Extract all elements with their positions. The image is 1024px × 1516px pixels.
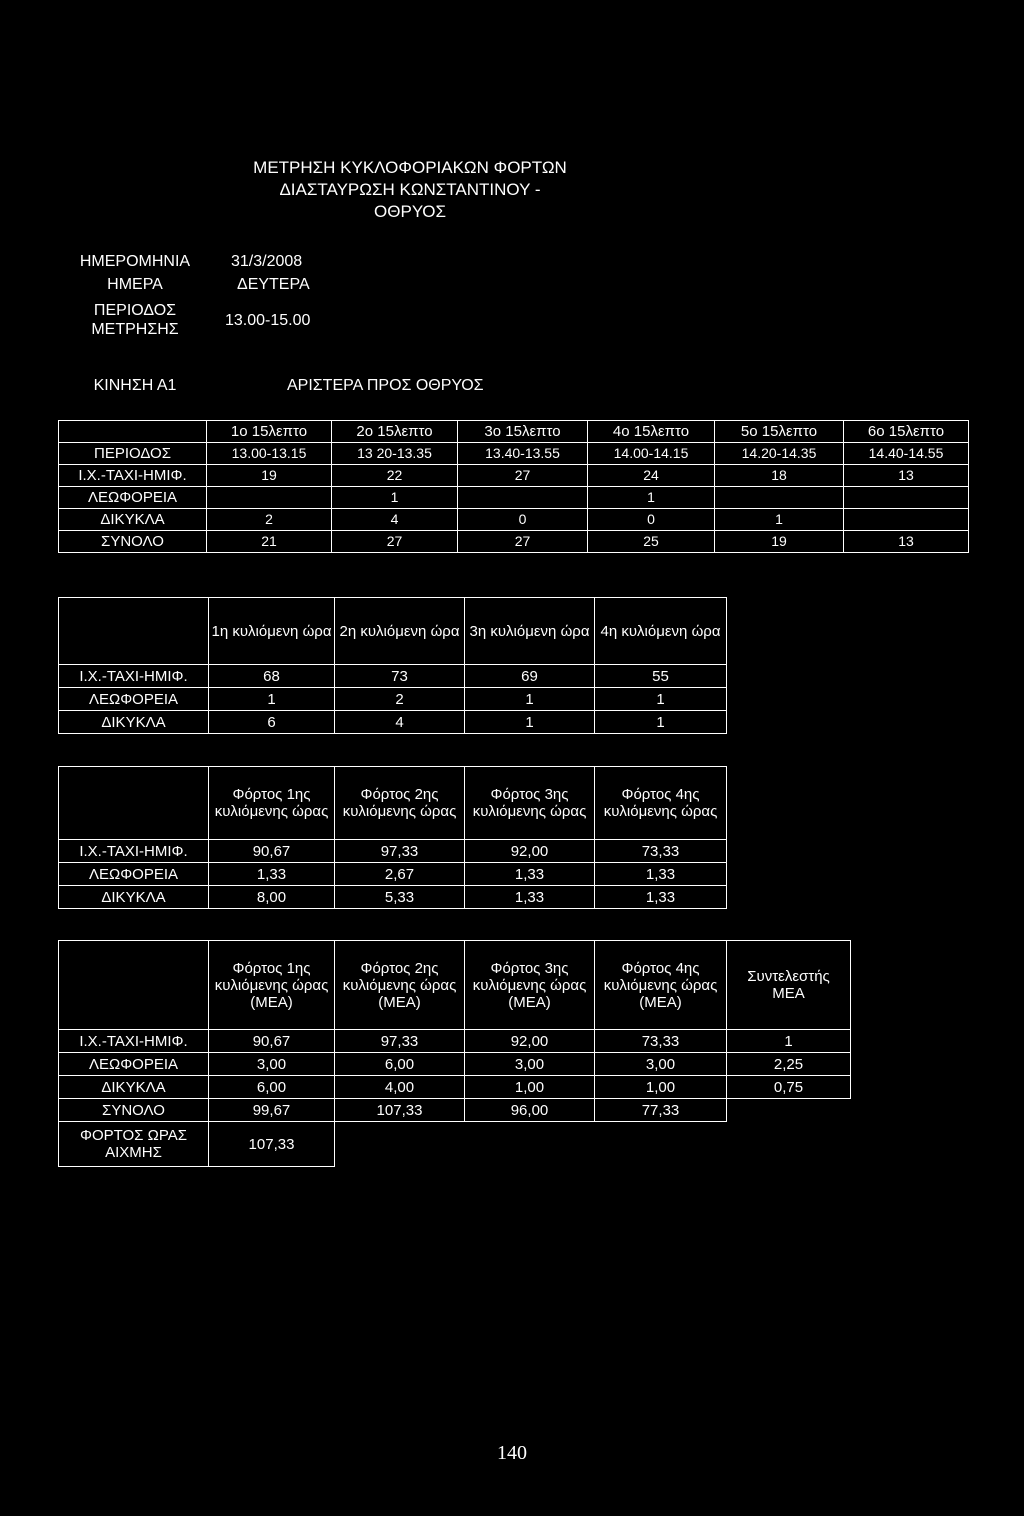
table-cell: 68 [209, 665, 335, 688]
movement-value: ΑΡΙΣΤΕΡΑ ΠΡΟΣ ΟΘΡΥΟΣ [287, 377, 484, 394]
table-header-cell: 4ο 15λεπτο [588, 421, 715, 443]
table-cell: 4 [332, 509, 458, 531]
table-cell: 97,33 [335, 1030, 465, 1053]
table-cell: 2,25 [727, 1053, 851, 1076]
table-cell: 1 [465, 711, 595, 734]
pcu-load-table [58, 940, 851, 1167]
table-cell: 1 [715, 509, 844, 531]
row-label: ΛΕΩΦΟΡΕΙΑ [59, 1053, 209, 1076]
table-row [59, 443, 969, 465]
rolling-hour-table [58, 597, 727, 734]
table-cell: 55 [595, 665, 727, 688]
table-cell: 27 [458, 465, 588, 487]
table-cell [458, 487, 588, 509]
day-label: ΗΜΕΡΑ [107, 276, 163, 293]
row-label: Ι.Χ.-ΤΑΧΙ-ΗΜΙΦ. [59, 1030, 209, 1053]
table-row [59, 863, 727, 886]
table-row [59, 1076, 851, 1099]
row-label: ΔΙΚΥΚΛΑ [59, 1076, 209, 1099]
row-label: ΛΕΩΦΟΡΕΙΑ [59, 487, 207, 509]
table-row [59, 688, 727, 711]
table-cell: 2 [335, 688, 465, 711]
table-header-cell: Συντελεστής ΜΕΑ [727, 941, 851, 1030]
table-row [59, 1030, 851, 1053]
table-cell: 3,00 [209, 1053, 335, 1076]
table-cell [59, 598, 209, 665]
table-header-cell: Φόρτος 4ης κυλιόμενης ώρας [595, 767, 727, 840]
table-cell: 73 [335, 665, 465, 688]
row-label: ΔΙΚΥΚΛΑ [59, 509, 207, 531]
peak-label: ΦΟΡΤΟΣ ΩΡΑΣ ΑΙΧΜΗΣ [59, 1122, 209, 1167]
table-cell: 92,00 [465, 1030, 595, 1053]
date-value: 31/3/2008 [231, 253, 303, 270]
table-cell: 107,33 [335, 1099, 465, 1122]
table-cell: 6,00 [209, 1076, 335, 1099]
table-cell [595, 1122, 727, 1167]
row-label: Ι.Χ.-ΤΑΧΙ-ΗΜΙΦ. [59, 465, 207, 487]
quarter-hour-table [58, 420, 969, 553]
table-row [59, 1099, 851, 1122]
day-value: ΔΕΥΤΕΡΑ [237, 276, 310, 293]
table-cell [335, 1122, 465, 1167]
period-label-1: ΠΕΡΙΟΔΟΣ [93, 302, 177, 319]
title-line-1: ΜΕΤΡΗΣΗ ΚΥΚΛΟΦΟΡΙΑΚΩΝ ΦΟΡΤΩΝ [253, 158, 567, 177]
table-row [59, 886, 727, 909]
table-row [59, 840, 727, 863]
title-line-2: ΔΙΑΣΤΑΥΡΩΣΗ ΚΩΝΣΤΑΝΤΙΝΟΥ - [279, 180, 541, 199]
row-label: Ι.Χ.-ΤΑΧΙ-ΗΜΙΦ. [59, 840, 209, 863]
rolling-hour-load-table [58, 766, 727, 909]
table-cell [207, 487, 332, 509]
table-cell: 13 20-13.35 [332, 443, 458, 465]
row-label: ΣΥΝΟΛΟ [59, 1099, 209, 1122]
table-cell: 3,00 [595, 1053, 727, 1076]
table-row [59, 465, 969, 487]
table-header-row [59, 598, 727, 665]
table-cell: 1,33 [595, 886, 727, 909]
table-cell: 2,67 [335, 863, 465, 886]
period-label-2: ΜΕΤΡΗΣΗΣ [91, 321, 179, 338]
table-cell: 1 [595, 711, 727, 734]
table-cell: 92,00 [465, 840, 595, 863]
table-header-row [59, 421, 969, 443]
table-cell [59, 767, 209, 840]
peak-value: 107,33 [209, 1122, 335, 1167]
table-cell: 19 [715, 531, 844, 553]
row-label: Ι.Χ.-ΤΑΧΙ-ΗΜΙΦ. [59, 665, 209, 688]
table-cell: 22 [332, 465, 458, 487]
table-cell: 1 [209, 688, 335, 711]
table-cell [844, 509, 969, 531]
table-cell: 14.00-14.15 [588, 443, 715, 465]
table-cell: 3,00 [465, 1053, 595, 1076]
movement-label: ΚΙΝΗΣΗ Α1 [93, 377, 177, 394]
table-cell: 27 [332, 531, 458, 553]
table-row [59, 487, 969, 509]
table-cell: 5,33 [335, 886, 465, 909]
table-cell [59, 421, 207, 443]
table-cell: 69 [465, 665, 595, 688]
table-header-cell: 2ο 15λεπτο [332, 421, 458, 443]
table-cell: 18 [715, 465, 844, 487]
table-cell: 1,33 [209, 863, 335, 886]
table-header-cell: Φόρτος 2ης κυλιόμενης ώρας [335, 767, 465, 840]
table-cell [727, 1122, 851, 1167]
table-cell: 1 [465, 688, 595, 711]
table-cell: 8,00 [209, 886, 335, 909]
row-label: ΛΕΩΦΟΡΕΙΑ [59, 863, 209, 886]
table-cell: 25 [588, 531, 715, 553]
table-cell: 1,33 [595, 863, 727, 886]
table-cell: 90,67 [209, 1030, 335, 1053]
table-header-cell: 1η κυλιόμενη ώρα [209, 598, 335, 665]
table-cell: 0 [458, 509, 588, 531]
table-cell: 73,33 [595, 840, 727, 863]
table-cell: 99,67 [209, 1099, 335, 1122]
table-cell: 6 [209, 711, 335, 734]
table-header-cell: 1ο 15λεπτο [207, 421, 332, 443]
table-header-cell: Φόρτος 3ης κυλιόμενης ώρας (ΜΕΑ) [465, 941, 595, 1030]
table-header-cell: Φόρτος 4ης κυλιόμενης ώρας (ΜΕΑ) [595, 941, 727, 1030]
table-cell: 0 [588, 509, 715, 531]
table-cell: 13.40-13.55 [458, 443, 588, 465]
table-header-cell: Φόρτος 2ης κυλιόμενης ώρας (ΜΕΑ) [335, 941, 465, 1030]
table-cell: 13 [844, 465, 969, 487]
row-label: ΔΙΚΥΚΛΑ [59, 886, 209, 909]
table-cell: 4 [335, 711, 465, 734]
table-header-cell: Φόρτος 3ης κυλιόμενης ώρας [465, 767, 595, 840]
table-cell: 6,00 [335, 1053, 465, 1076]
period-value: 13.00-15.00 [225, 312, 311, 329]
table-cell: 1 [727, 1030, 851, 1053]
table-cell [727, 1099, 851, 1122]
table-cell [715, 487, 844, 509]
table-cell: 0,75 [727, 1076, 851, 1099]
table-header-cell: 3ο 15λεπτο [458, 421, 588, 443]
table-cell: 4,00 [335, 1076, 465, 1099]
table-row [59, 665, 727, 688]
table-cell: 96,00 [465, 1099, 595, 1122]
row-label: ΠΕΡΙΟΔΟΣ [59, 443, 207, 465]
table-cell: 1,33 [465, 863, 595, 886]
table-row [59, 1053, 851, 1076]
date-label: ΗΜΕΡΟΜΗΝΙΑ [79, 253, 191, 270]
table-cell: 13 [844, 531, 969, 553]
table-cell: 1,00 [595, 1076, 727, 1099]
table-cell: 14.20-14.35 [715, 443, 844, 465]
table-row [59, 711, 727, 734]
table-cell: 1 [588, 487, 715, 509]
row-label: ΣΥΝΟΛΟ [59, 531, 207, 553]
table-cell [844, 487, 969, 509]
table-cell: 97,33 [335, 840, 465, 863]
table-cell: 14.40-14.55 [844, 443, 969, 465]
table-cell: 2 [207, 509, 332, 531]
table-header-cell: 5ο 15λεπτο [715, 421, 844, 443]
table-cell: 24 [588, 465, 715, 487]
table-cell: 27 [458, 531, 588, 553]
table-header-cell: 2η κυλιόμενη ώρα [335, 598, 465, 665]
table-header-cell: 6ο 15λεπτο [844, 421, 969, 443]
table-header-cell: Φόρτος 1ης κυλιόμενης ώρας (ΜΕΑ) [209, 941, 335, 1030]
table-header-cell: Φόρτος 1ης κυλιόμενης ώρας [209, 767, 335, 840]
table-cell: 19 [207, 465, 332, 487]
table-cell [59, 941, 209, 1030]
table-header-row [59, 767, 727, 840]
table-cell: 1 [595, 688, 727, 711]
table-cell: 1,00 [465, 1076, 595, 1099]
table-header-row [59, 941, 851, 1030]
page-number: 140 [497, 1442, 527, 1464]
row-label: ΔΙΚΥΚΛΑ [59, 711, 209, 734]
title-line-3: ΟΘΡΥΟΣ [374, 202, 446, 221]
table-cell: 1 [332, 487, 458, 509]
table-cell: 13.00-13.15 [207, 443, 332, 465]
table-header-cell: 3η κυλιόμενη ώρα [465, 598, 595, 665]
peak-row [59, 1122, 851, 1167]
page-title [200, 157, 620, 223]
table-cell: 77,33 [595, 1099, 727, 1122]
table-row [59, 509, 969, 531]
table-cell: 90,67 [209, 840, 335, 863]
table-cell: 73,33 [595, 1030, 727, 1053]
table-row [59, 531, 969, 553]
table-cell: 21 [207, 531, 332, 553]
table-header-cell: 4η κυλιόμενη ώρα [595, 598, 727, 665]
row-label: ΛΕΩΦΟΡΕΙΑ [59, 688, 209, 711]
table-cell [465, 1122, 595, 1167]
table-cell: 1,33 [465, 886, 595, 909]
